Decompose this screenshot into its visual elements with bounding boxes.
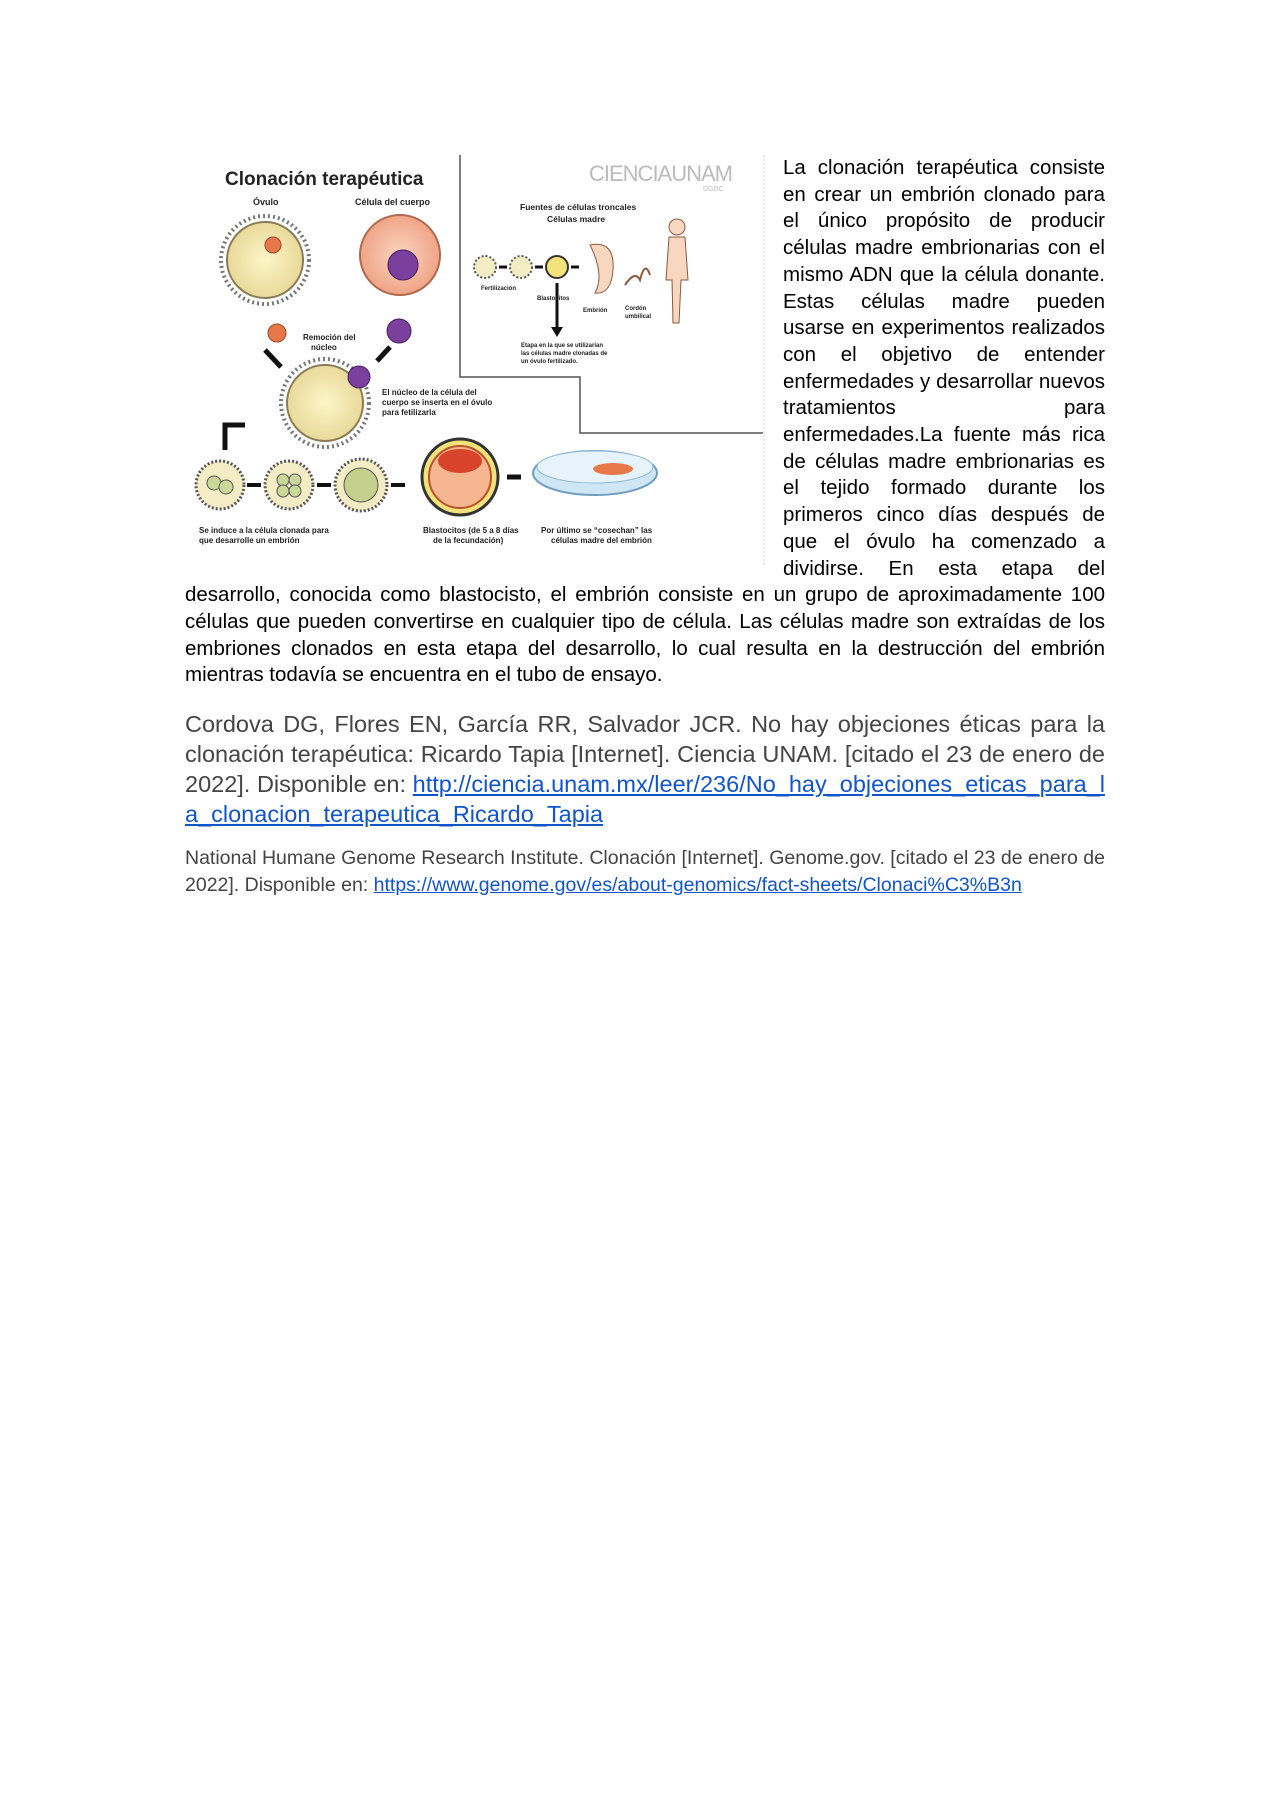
reference-cordova-text: Cordova DG, Flores EN, García RR, Salvador JCR. No hay objeciones éticas para la clonación terapéutica: Ricardo Tapia [Internet]. Ciencia UNAM. [citado el 23 de enero de 2022]. Disponible en: <box>185 711 1105 798</box>
label-blasto-2: de la fecundación) <box>433 536 504 545</box>
inset-label-embrion: Embrión <box>583 308 608 314</box>
inset-title-2: Células madre <box>547 214 606 224</box>
inset-label-cordon-1: Cordón <box>625 306 647 312</box>
inset-etapa-2: las células madre clonadas de <box>521 351 608 357</box>
egg-nucleus <box>265 237 281 253</box>
inset-development-sequence <box>474 219 688 323</box>
label-celula-cuerpo: Célula del cuerpo <box>355 197 431 207</box>
reference-nhgri <box>185 845 1105 899</box>
brand-logo: CIENCIAUNAM <box>589 161 733 186</box>
label-nucleo-3: para fetilizarla <box>382 408 436 417</box>
inset-label-fertilizacion: Fertilización <box>481 286 517 292</box>
arrow-turn <box>225 425 245 450</box>
inset-arrow-head <box>551 327 563 337</box>
inset-label-cordon-2: umbilical <box>625 314 652 320</box>
label-cosechan-2: células madre del embrión <box>551 536 652 545</box>
document-page <box>185 155 1105 899</box>
body-paragraph-text: La clonación terapéutica consiste en crear un embrión clonado para el único propósito de producir células madre embrionarias con el mismo ADN que la célula donante. Estas células madre pueden usarse en experimentos realizados con el objetivo de entender enfermedades y desarrollar nuevos tratamientos para enfermedades.La fuente más rica de células madre embrionarias es el tejido formado durante los primeros cinco días después de que el óvulo ha comenzado a dividirse. En esta etapa del desarrollo, conocida como blastocisto, el embrión consiste en un grupo de aproximadamente 100 células que pueden convertirse en cualquier tipo de célula. Las células madre son extraídas de los embriones clonados en esta etapa del desarrollo, lo cual resulta en la destrucción del embrión mientras todavía se encuentra en el tubo de ensayo. <box>185 156 1105 687</box>
reference-nhgri-text: National Humane Genome Research Institute. Clonación [Internet]. Genome.gov. [citado el 23 de enero de 2022]. Disponible en: <box>185 847 1105 897</box>
figure-illustration <box>185 155 765 567</box>
label-nucleo-2: cuerpo se inserta en el óvulo <box>382 398 493 407</box>
therapeutic-cloning-figure <box>185 155 765 567</box>
egg-cell <box>227 222 303 298</box>
label-cosechan-1: Por último se “cosechan” las <box>541 526 653 535</box>
label-remocion-1: Remoción del <box>303 333 356 342</box>
petri-dish <box>533 451 657 495</box>
arrow-down-right <box>377 347 390 361</box>
donor-nucleus <box>387 319 411 343</box>
inset-title-1: Fuentes de células troncales <box>520 202 637 212</box>
inset-label-blastocitos: Blastocitos <box>537 296 570 302</box>
label-induce-1: Se induce a la célula clonada para <box>199 526 329 535</box>
cell-division-sequence <box>196 459 405 511</box>
label-nucleo-1: El núcleo de la célula del <box>382 388 477 397</box>
removed-nucleus <box>268 324 286 342</box>
inset-frame <box>460 155 763 433</box>
arrow-down-left <box>265 350 281 367</box>
label-remocion-2: núcleo <box>311 343 337 352</box>
inset-etapa-3: un óvulo fertilizado. <box>521 359 578 365</box>
brand-sub: DGDC <box>703 186 724 193</box>
reference-nhgri-link[interactable]: https://www.genome.gov/es/about-genomics/fact-sheets/Clonaci%C3%B3n <box>373 874 1022 897</box>
reference-cordova-link[interactable]: http://ciencia.unam.mx/leer/236/No_hay_objeciones_eticas_para_la_clonacion_terapeutica_Ricardo_Tapia <box>185 771 1106 828</box>
reference-cordova <box>185 709 1105 829</box>
label-ovulo: Óvulo <box>253 197 279 207</box>
body-cell-nucleus <box>388 250 418 280</box>
inset-etapa-1: Etapa en la que se utilizarían <box>521 343 604 349</box>
inserted-nucleus <box>348 366 370 388</box>
label-induce-2: que desarrolle un embrión <box>199 536 300 545</box>
figure-title: Clonación terapéutica <box>225 169 424 190</box>
blastocyst <box>422 439 498 515</box>
label-blasto-1: Blastocitos (de 5 a 8 días <box>423 526 519 535</box>
